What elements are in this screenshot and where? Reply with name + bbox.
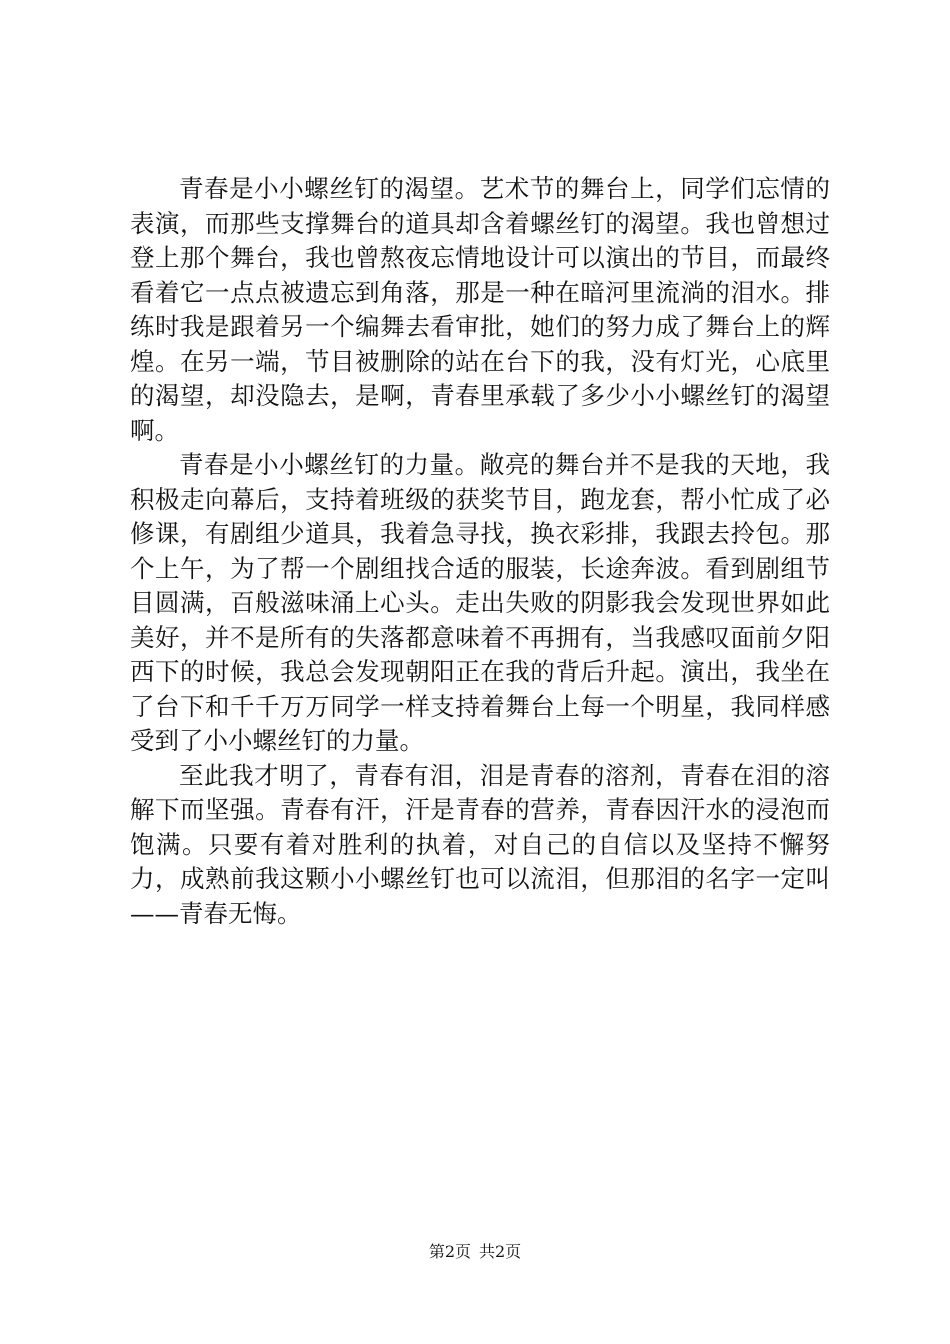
page-number: 第2页 (428, 1242, 471, 1261)
paragraph-2: 青春是小小螺丝钉的力量。敞亮的舞台并不是我的天地，我积极走向幕后，支持着班级的获奖节目，跑龙套，帮小忙成了必修课，有剧组少道具，我着急寻找，换衣彩排，我跟去拎包。那个上午，为了帮一个剧组找合适的服装，长途奔波。看到剧组节目圆满，百般滋味涌上心头。走出失败的阴影我会发现世界如此美好，并不是所有的失落都意味着不再拥有，当我感叹面前夕阳西下的时候，我总会发现朝阳正在我的背后升起。演出，我坐在了台下和千千万万同学一样支持着舞台上每一个明星，我同样感受到了小小螺丝钉的力量。 (130, 450, 830, 755)
paragraph-1: 青春是小小螺丝钉的渴望。艺术节的舞台上，同学们忘情的表演，而那些支撑舞台的道具却含着螺丝钉的渴望。我也曾想过登上那个舞台，我也曾熬夜忘情地设计可以演出的节目，而最终看着它一点点被遗忘到角落，那是一种在暗河里流淌的泪水。排练时我是跟着另一个编舞去看审批，她们的努力成了舞台上的辉煌。在另一端，节目被删除的站在台下的我，没有灯光，心底里的渴望，却没隐去，是啊，青春里承载了多少小小螺丝钉的渴望啊。 (130, 174, 830, 445)
page-total: 共2页 (479, 1242, 522, 1261)
document-body (130, 172, 830, 931)
paragraph-3: 至此我才明了，青春有泪，泪是青春的溶剂，青春在泪的溶解下而坚强。青春有汗，汗是青春的营养，青春因汗水的浸泡而饱满。只要有着对胜利的执着，对自己的自信以及坚持不懈努力，成熟前我这颗小小螺丝钉也可以流泪，但那泪的名字一定叫——青春无悔。 (130, 760, 830, 928)
page-footer (0, 1242, 950, 1262)
